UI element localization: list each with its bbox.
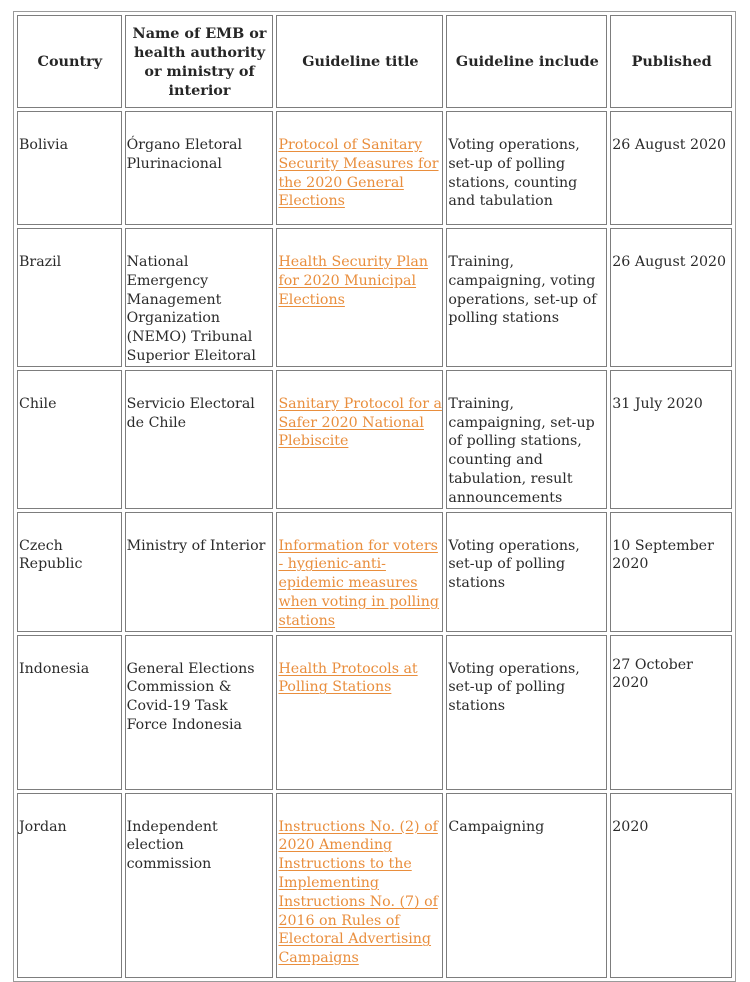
authority-cell: Órgano Eletoral Plurinacional xyxy=(125,111,274,225)
title-cell xyxy=(276,228,443,367)
header-authority: Name of EMB or health authority or ministry of interior xyxy=(125,15,274,108)
table-row xyxy=(17,111,732,225)
authority-cell: General Elections Commission & Covid-19 Task Force Indonesia xyxy=(125,635,274,790)
published-cell: 2020 xyxy=(610,793,732,978)
header-published: Published xyxy=(610,15,732,108)
header-guideline-title: Guideline title xyxy=(276,15,443,108)
guideline-link[interactable]: Health Protocols at Polling Stations xyxy=(278,660,418,696)
guideline-link[interactable]: Sanitary Protocol for a Safer 2020 National Plebiscite xyxy=(278,395,442,450)
header-guideline-include: Guideline include xyxy=(446,15,607,108)
table-row xyxy=(17,228,732,367)
guideline-link[interactable]: Information for voters - hygienic-anti-epidemic measures when voting in polling stations xyxy=(278,537,439,629)
country-cell: Bolivia xyxy=(17,111,122,225)
title-cell xyxy=(276,793,443,978)
authority-cell: Ministry of Interior xyxy=(125,512,274,632)
title-cell xyxy=(276,512,443,632)
guideline-link[interactable]: Protocol of Sanitary Security Measures for the 2020 General Elections xyxy=(278,137,439,210)
table-row xyxy=(17,793,732,978)
published-cell: 26 August 2020 xyxy=(610,111,732,225)
include-cell: Voting operations, set-up of polling stations xyxy=(446,512,607,632)
country-cell: Chile xyxy=(17,370,122,509)
authority-cell: Servicio Electoral de Chile xyxy=(125,370,274,509)
table-row xyxy=(17,370,732,509)
include-cell: Training, campaigning, set-up of polling stations, counting and tabulation, result announcements xyxy=(446,370,607,509)
include-cell: Campaigning xyxy=(446,793,607,978)
published-cell: 31 July 2020 xyxy=(610,370,732,509)
include-cell: Voting operations, set-up of polling stations, counting and tabulation xyxy=(446,111,607,225)
authority-cell: National Emergency Management Organization (NEMO) Tribunal Superior Eleitoral xyxy=(125,228,274,367)
country-cell: Czech Republic xyxy=(17,512,122,632)
table-header-row xyxy=(17,15,732,108)
title-cell xyxy=(276,635,443,790)
include-cell: Training, campaigning, voting operations, set-up of polling stations xyxy=(446,228,607,367)
country-cell: Indonesia xyxy=(17,635,122,790)
table-row xyxy=(17,512,732,632)
guideline-link[interactable]: Health Security Plan for 2020 Municipal Elections xyxy=(278,254,428,308)
published-value: 27 October 2020 xyxy=(612,656,693,692)
guideline-link[interactable]: Instructions No. (2) of 2020 Amending Instructions to the Implementing Instructions No. (7) of 2016 on Rules of Electoral Advertising Campaigns xyxy=(278,818,438,967)
title-cell xyxy=(276,370,443,509)
title-cell xyxy=(276,111,443,225)
header-country: Country xyxy=(17,15,122,108)
published-cell: 26 August 2020 xyxy=(610,228,732,367)
country-cell: Brazil xyxy=(17,228,122,367)
election-guidelines-table xyxy=(13,11,736,982)
table-row xyxy=(17,635,732,790)
include-cell: Voting operations, set-up of polling stations xyxy=(446,635,607,790)
authority-cell: Independent election commission xyxy=(125,793,274,978)
country-cell: Jordan xyxy=(17,793,122,978)
published-cell xyxy=(610,635,732,790)
published-cell: 10 September 2020 xyxy=(610,512,732,632)
